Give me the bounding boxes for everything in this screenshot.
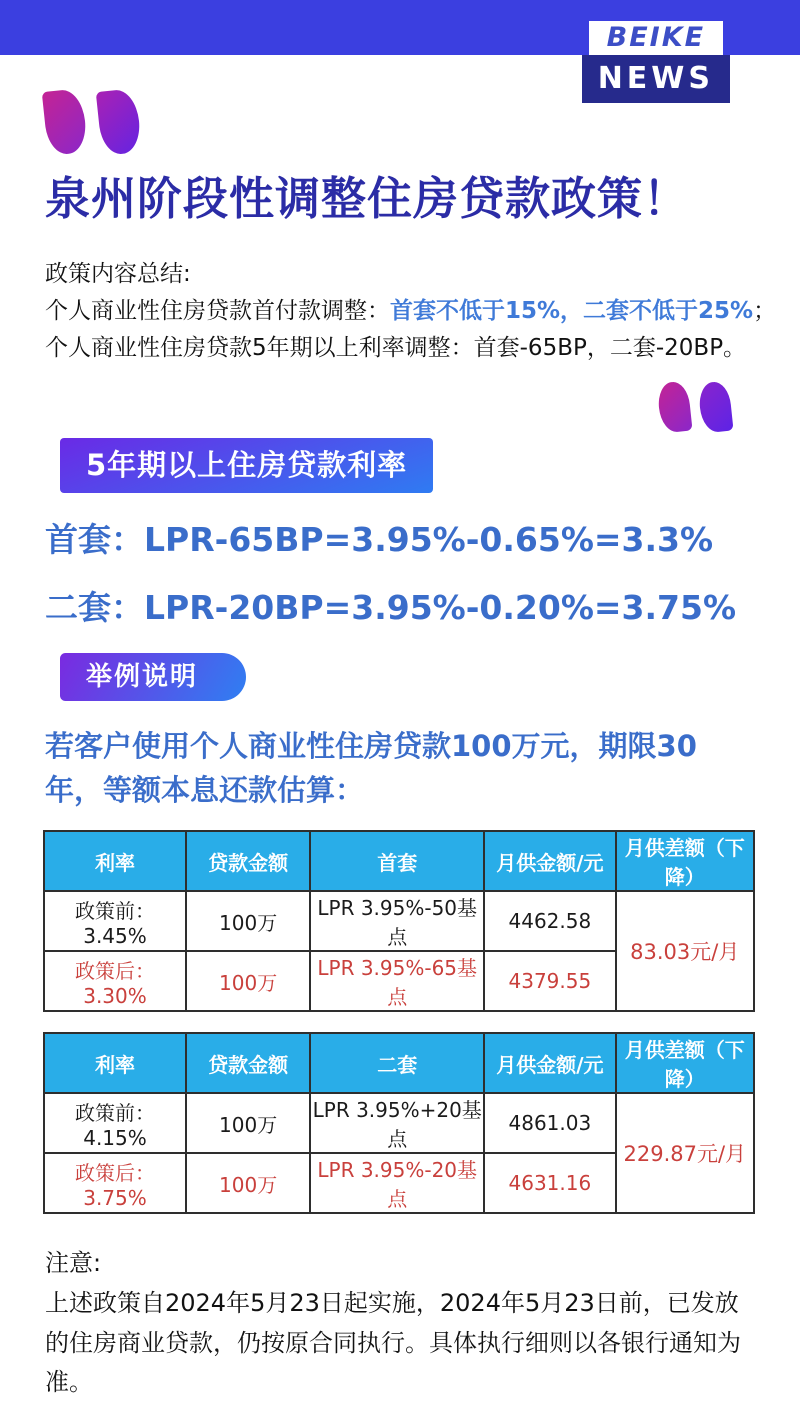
summary-rate-line: 个人商业性住房贷款5年期以上利率调整：首套-65BP，二套-20BP。 — [45, 334, 747, 361]
close-quote-icon — [45, 382, 755, 434]
table-cell: 100万 — [186, 891, 310, 951]
quote-teardrop-icon — [96, 88, 142, 156]
quote-teardrop-icon — [42, 88, 88, 156]
summary-downpayment-suffix: ； — [753, 297, 777, 324]
monthly-diff-cell: 229.87元/月 — [616, 1093, 754, 1213]
table-header-cell: 利率 — [44, 1033, 186, 1093]
table-header-cell: 贷款金额 — [186, 831, 310, 891]
footnote-title: 注意: — [45, 1249, 102, 1278]
brand-block — [582, 21, 730, 103]
quote-teardrop-icon — [697, 381, 733, 434]
page-title: 泉州阶段性调整住房贷款政策！ — [45, 172, 690, 225]
summary-heading: 政策内容总结: — [45, 261, 191, 287]
table-cell: 政策前：4.15% — [44, 1093, 186, 1153]
table-header-cell: 月供金额/元 — [484, 1033, 615, 1093]
footnote-body: 上述政策自2024年5月23日起实施，2024年5月23日前，已发放的住房商业贷款，仍按原合同执行。具体执行细则以各银行通知为准。 — [45, 1288, 741, 1397]
news-badge-text: NEWS — [597, 61, 714, 96]
rate-section-badge: 5年期以上住房贷款利率 — [60, 438, 433, 493]
monthly-diff-cell: 83.03元/月 — [616, 891, 754, 1011]
table-cell: 政策后：3.30% — [44, 951, 186, 1011]
loan-table-first-home — [43, 830, 755, 1012]
table-header-row — [44, 831, 754, 891]
table-cell: 100万 — [186, 951, 310, 1011]
beike-logo-text: BEIKE — [606, 22, 706, 53]
policy-summary — [45, 256, 777, 366]
footnote — [45, 1244, 755, 1402]
summary-downpayment-prefix: 个人商业性住房贷款首付款调整： — [45, 297, 390, 324]
table-cell: LPR 3.95%-65基点 — [310, 951, 484, 1011]
table-header-cell: 二套 — [310, 1033, 484, 1093]
table-cell: 100万 — [186, 1153, 310, 1213]
table-cell: 政策后：3.75% — [44, 1153, 186, 1213]
example-intro-text: 若客户使用个人商业性住房贷款100万元，期限30年，等额本息还款估算： — [45, 729, 697, 807]
table-header-cell: 贷款金额 — [186, 1033, 310, 1093]
table-header-cell: 首套 — [310, 831, 484, 891]
quote-teardrop-icon — [656, 381, 692, 434]
example-section-badge: 举例说明 — [60, 653, 246, 701]
table-header-cell: 月供金额/元 — [484, 831, 615, 891]
table-header-cell: 月供差额（下降） — [616, 831, 754, 891]
table-cell: LPR 3.95%-20基点 — [310, 1153, 484, 1213]
table-row — [44, 891, 754, 951]
first-home-rate-formula: 首套：LPR-65BP=3.95%-0.65%=3.3% — [45, 520, 714, 560]
table-cell: 100万 — [186, 1093, 310, 1153]
table-cell: LPR 3.95%-50基点 — [310, 891, 484, 951]
beike-logo — [589, 21, 723, 55]
table-cell: 4861.03 — [484, 1093, 615, 1153]
loan-table-second-home — [43, 1032, 755, 1214]
table-cell: 4462.58 — [484, 891, 615, 951]
table-header-row — [44, 1033, 754, 1093]
news-badge — [582, 55, 730, 103]
table-header-cell: 月供差额（下降） — [616, 1033, 754, 1093]
summary-downpayment-highlight: 首套不低于15%，二套不低于25% — [390, 297, 754, 324]
table-cell: 4379.55 — [484, 951, 615, 1011]
second-home-rate-formula: 二套：LPR-20BP=3.95%-0.20%=3.75% — [45, 588, 737, 628]
table-header-cell: 利率 — [44, 831, 186, 891]
table-cell: LPR 3.95%+20基点 — [310, 1093, 484, 1153]
table-row — [44, 1093, 754, 1153]
table-cell: 4631.16 — [484, 1153, 615, 1213]
table-cell: 政策前：3.45% — [44, 891, 186, 951]
summary-downpayment-line — [45, 293, 777, 330]
